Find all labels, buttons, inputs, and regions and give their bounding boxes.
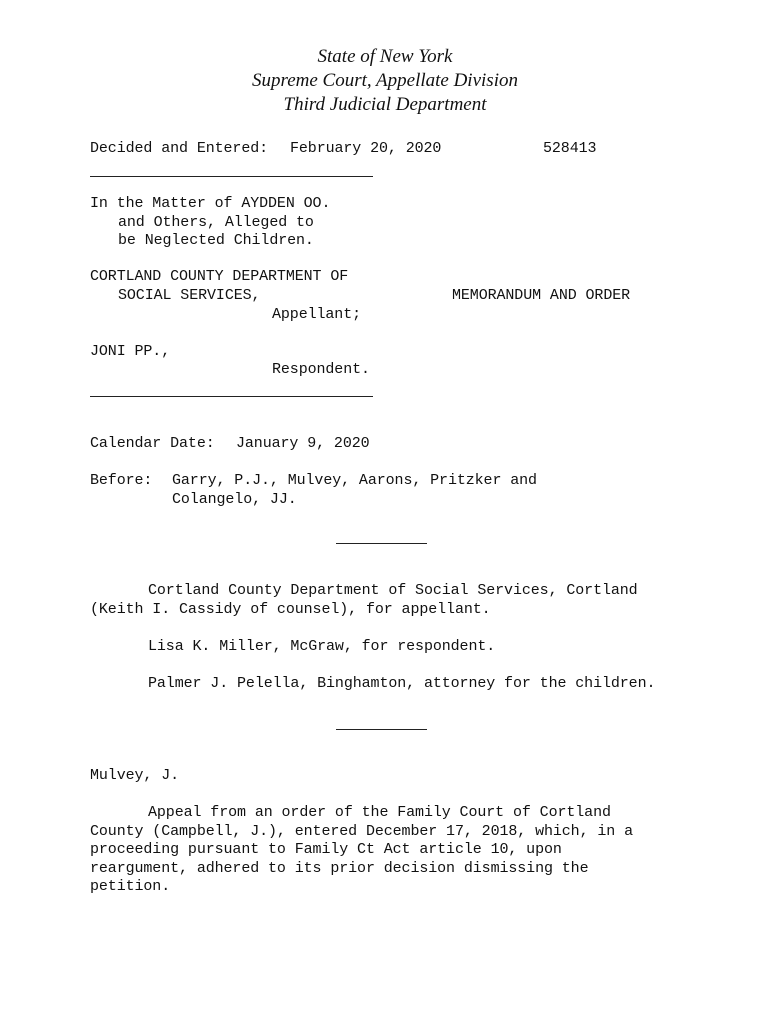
opinion-line-2: County (Campbell, J.), entered December 17, 2018, which, in a <box>90 822 633 840</box>
section-divider-2 <box>336 729 427 730</box>
before-label: Before: <box>90 472 153 489</box>
matter-line-2: and Others, Alleged to <box>118 213 314 231</box>
matter-line-1: In the Matter of AYDDEN OO. <box>90 195 331 212</box>
respondent-role: Respondent. <box>272 361 370 378</box>
opinion-line-3: proceeding pursuant to Family Ct Act article 10, upon <box>90 841 562 858</box>
appellant-role: Appellant; <box>272 306 362 323</box>
counsel-respondent: Lisa K. Miller, McGraw, for respondent. <box>148 638 496 655</box>
opinion-line-1: Appeal from an order of the Family Court of Cortland <box>148 804 611 821</box>
bench-line-1: Garry, P.J., Mulvey, Aarons, Pritzker and <box>172 472 537 489</box>
counsel-appellant-line-1: Cortland County Department of Social Services, Cortland <box>148 582 638 599</box>
opinion-line-5: petition. <box>90 878 171 895</box>
calendar-label: Calendar Date: <box>90 435 215 452</box>
counsel-children: Palmer J. Pelella, Binghamton, attorney for the children. <box>148 675 656 692</box>
bench-line-2: Colangelo, JJ. <box>172 491 297 508</box>
court-heading <box>0 45 770 117</box>
opinion-author: Mulvey, J. <box>90 767 180 784</box>
decided-date: February 20, 2020 <box>290 140 442 157</box>
respondent-name: JONI PP., <box>90 343 171 360</box>
court-state: State of New York <box>317 46 453 67</box>
court-name: Supreme Court, Appellate Division <box>252 70 518 91</box>
appellant-name-line-2: SOCIAL SERVICES, <box>118 287 261 304</box>
caption-top-rule <box>90 176 373 177</box>
docket-number: 528413 <box>543 140 597 157</box>
caption-bottom-rule <box>90 396 373 397</box>
calendar-date: January 9, 2020 <box>236 435 370 452</box>
opinion-line-4: reargument, adhered to its prior decision dismissing the <box>90 859 589 877</box>
court-department: Third Judicial Department <box>283 94 487 115</box>
decided-label: Decided and Entered: <box>90 140 269 157</box>
section-divider-1 <box>336 543 427 544</box>
counsel-appellant-line-2: (Keith I. Cassidy of counsel), for appellant. <box>90 601 491 618</box>
matter-line-3: be Neglected Children. <box>118 232 314 249</box>
appellant-name-line-1: CORTLAND COUNTY DEPARTMENT OF <box>90 268 349 285</box>
document-type: MEMORANDUM AND ORDER <box>452 287 631 304</box>
